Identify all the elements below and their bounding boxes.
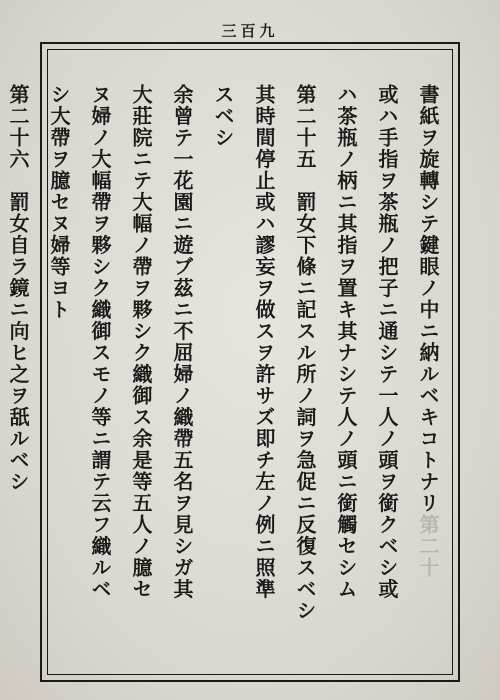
text-column: 大莊院ニテ大幅ノ帶ヲ夥シク織御ス余是等五人ノ臆セ — [129, 84, 153, 600]
rule-heading-column: 第二十五 罰女下條ニ記スル所ノ詞ヲ急促ニ反復スベシ — [293, 84, 317, 622]
text-column: ハ茶瓶ノ柄ニ其指ヲ置キ其ナシテ人ノ頭ニ銜觸セシム — [334, 84, 358, 600]
text-column: 余曾テ一花園ニ遊ブ茲ニ不屈婦ノ織帶五名ヲ見シガ其 — [170, 84, 194, 600]
vertical-text-body — [6, 84, 448, 664]
column-text: 書紙ヲ旋轉シテ鍵眼ノ中ニ納ルベキコトナリ — [416, 84, 440, 514]
bleed-through-text: 第二十 — [416, 514, 440, 579]
text-column: 或ハ手指ヲ茶瓶ノ把子ニ通シテ一人ノ頭ヲ銜クベシ或 — [375, 84, 399, 600]
text-column — [407, 84, 448, 664]
text-column: 其時間停止或ハ謬妄ヲ做スヲ許サズ即チ左ノ例ニ照準 — [252, 84, 276, 600]
page-number: 三百九 — [221, 22, 279, 40]
rule-heading-column: 第二十六 罰女自ラ鏡ニ向ヒ之ヲ舐ルベシ — [6, 84, 30, 493]
text-column: ヌ婦ノ大幅帶ヲ夥シク織御スモノ等ニ謂テ云フ織ルベ — [88, 84, 112, 600]
text-column: スベシ — [211, 84, 235, 149]
text-column: シ大帶ヲ臆セヌ婦等ヨト — [47, 84, 71, 321]
